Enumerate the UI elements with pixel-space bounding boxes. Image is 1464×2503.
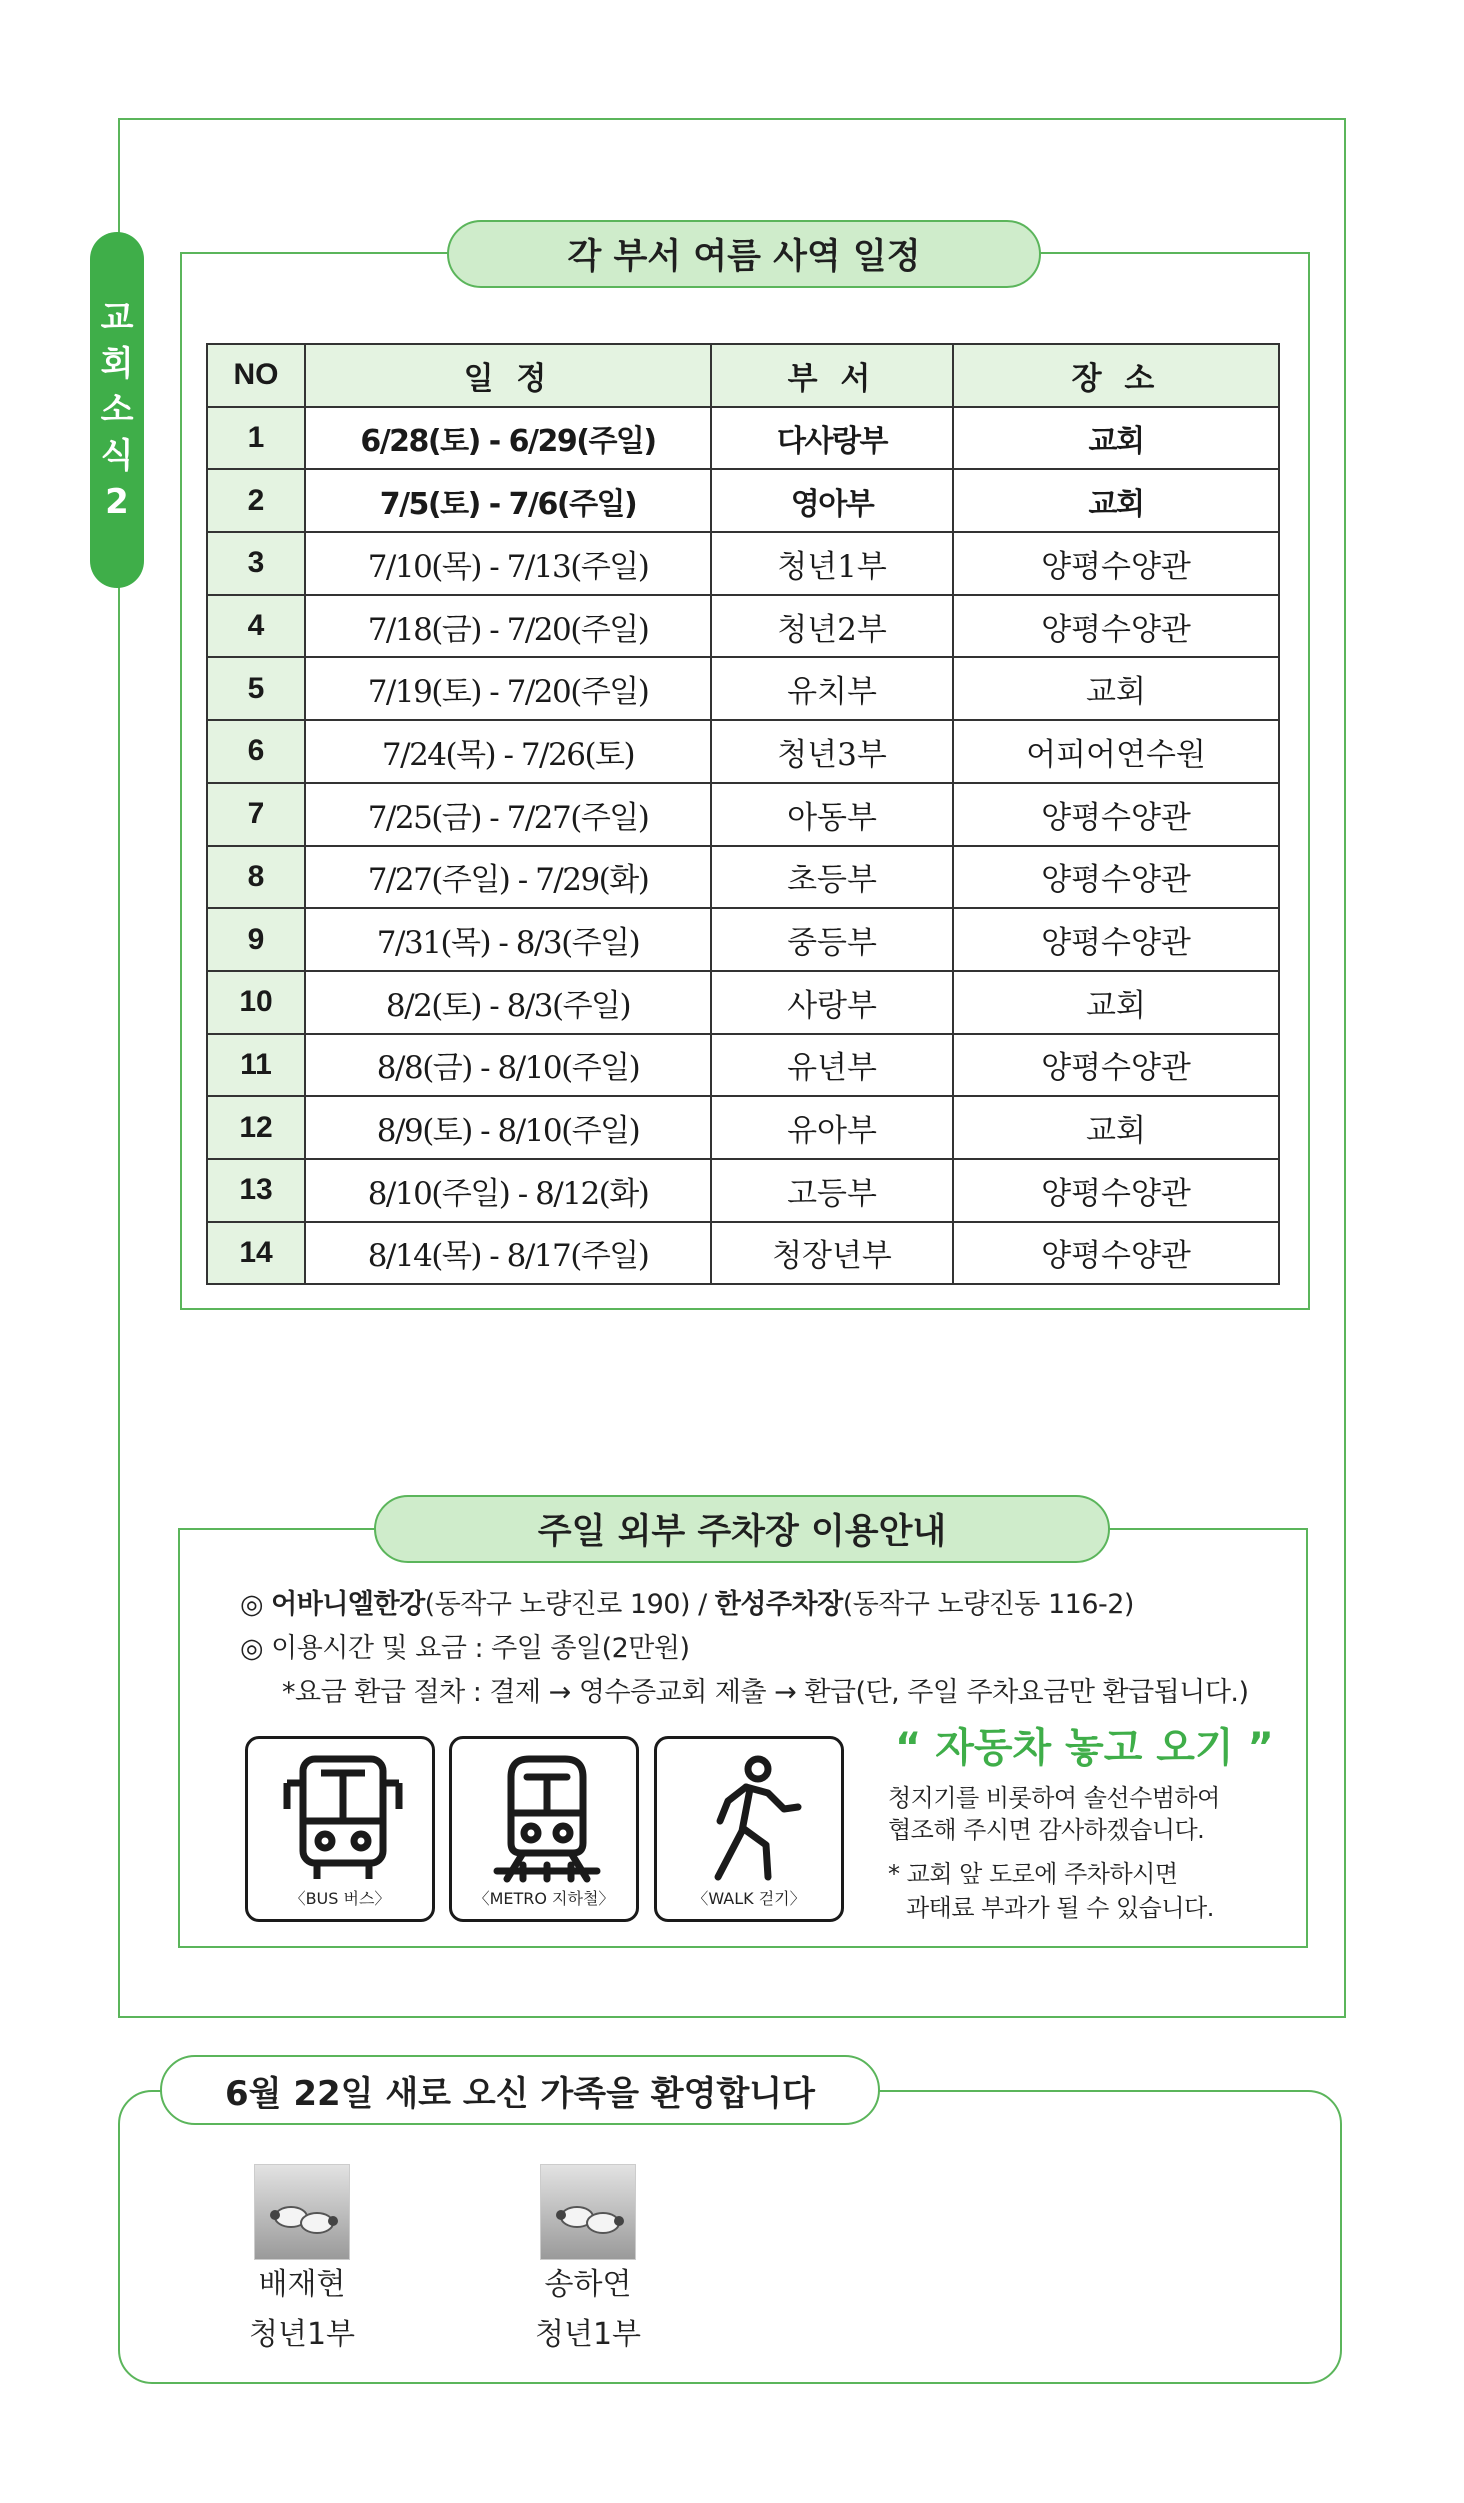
row-dept: 유아부 [711,1096,953,1159]
table-row [207,783,1279,846]
table-row [207,532,1279,595]
row-dept: 유년부 [711,1034,953,1097]
bus-icon [279,1753,407,1885]
member-photo-placeholder [254,2164,350,2260]
lot-address-hansung: (동작구 노량진동 116-2) [842,1589,1134,1620]
row-dept: 다사랑부 [711,407,953,470]
row-dept: 청년2부 [711,595,953,658]
row-no: 6 [207,720,305,783]
row-no: 1 [207,407,305,470]
lot-name-hansung: 한성주차장 [714,1589,843,1620]
member-card [508,2164,668,2360]
row-date: 7/24(목) - 7/26(토) [305,720,711,783]
row-date: 7/25(금) - 7/27(주일) [305,783,711,846]
table-row [207,1159,1279,1222]
row-date: 7/18(금) - 7/20(주일) [305,595,711,658]
row-place: 양평수양관 [953,532,1279,595]
row-date: 7/31(목) - 8/3(주일) [305,908,711,971]
bus-card [245,1736,435,1922]
row-place: 양평수양관 [953,595,1279,658]
welcome-title: 6월 22일 새로 오신 가족을 환영합니다 [160,2055,880,2125]
header-place: 장 소 [953,344,1279,407]
row-date: 8/10(주일) - 8/12(화) [305,1159,711,1222]
row-dept: 청년3부 [711,720,953,783]
member-dept: 청년1부 [248,2317,356,2352]
header-no: NO [207,344,305,407]
row-place: 교회 [953,971,1279,1034]
row-no: 10 [207,971,305,1034]
header-dept: 부 서 [711,344,953,407]
metro-caption: 〈METRO 지하철〉 [473,1889,615,1908]
side-tab-char: 소 [100,390,134,430]
bullet: ◎ [240,1589,264,1620]
parking-lots-line [240,1582,1134,1621]
row-no: 12 [207,1096,305,1159]
row-place: 양평수양관 [953,1034,1279,1097]
side-tab-char: 식 [100,436,134,476]
fine-warning-2: 과태료 부과가 될 수 있습니다. [906,1894,1214,1922]
row-dept: 사랑부 [711,971,953,1034]
header-date: 일 정 [305,344,711,407]
row-dept: 초등부 [711,846,953,909]
member-name: 배재현 [258,2267,346,2302]
table-row [207,595,1279,658]
member-dept: 청년1부 [534,2317,642,2352]
row-date: 7/10(목) - 7/13(주일) [305,532,711,595]
row-no: 7 [207,783,305,846]
row-no: 2 [207,469,305,532]
row-place: 양평수양관 [953,846,1279,909]
row-place: 어피어연수원 [953,720,1279,783]
metro-card [449,1736,639,1922]
side-tab-char: 2 [105,482,129,522]
row-place: 양평수양관 [953,783,1279,846]
row-date: 7/27(주일) - 7/29(화) [305,846,711,909]
table-row [207,908,1279,971]
row-dept: 영아부 [711,469,953,532]
table-row [207,657,1279,720]
row-no: 9 [207,908,305,971]
row-place: 교회 [953,469,1279,532]
table-row [207,1096,1279,1159]
row-no: 3 [207,532,305,595]
row-date: 8/9(토) - 8/10(주일) [305,1096,711,1159]
parking-guide-title: 주일 외부 주차장 이용안내 [374,1495,1110,1563]
row-place: 양평수양관 [953,1222,1279,1285]
member-photo-placeholder [540,2164,636,2260]
row-no: 11 [207,1034,305,1097]
row-dept: 고등부 [711,1159,953,1222]
metro-icon [483,1753,611,1885]
slogan-leave-car: “ 자동차 놓고 오기 ” [895,1725,1274,1771]
row-place: 교회 [953,407,1279,470]
row-dept: 청장년부 [711,1222,953,1285]
row-date: 8/14(목) - 8/17(주일) [305,1222,711,1285]
row-no: 8 [207,846,305,909]
table-row [207,469,1279,532]
bullet: ◎ [240,1633,264,1664]
sheep-placeholder-icon [541,2165,636,2260]
bus-caption: 〈BUS 버스〉 [289,1889,391,1908]
cooperation-note-1: 청지기를 비롯하여 솔선수범하여 [888,1784,1220,1812]
member-card [222,2164,382,2360]
walk-icon [688,1753,816,1885]
side-tab-char: 교 [100,298,134,338]
row-dept: 청년1부 [711,532,953,595]
table-row [207,720,1279,783]
row-place: 양평수양관 [953,1159,1279,1222]
sheep-placeholder-icon [255,2165,350,2260]
table-row [207,846,1279,909]
table-row [207,1034,1279,1097]
lot-address-urbaniel: (동작구 노량진로 190) / [424,1589,715,1620]
row-dept: 유치부 [711,657,953,720]
row-dept: 아동부 [711,783,953,846]
table-row [207,971,1279,1034]
row-place: 교회 [953,1096,1279,1159]
walk-card [654,1736,844,1922]
fine-warning-1: * 교회 앞 도로에 주차하시면 [888,1860,1178,1888]
side-tab-char: 회 [100,344,134,384]
row-dept: 중등부 [711,908,953,971]
row-date: 8/2(토) - 8/3(주일) [305,971,711,1034]
cooperation-note-2: 협조해 주시면 감사하겠습니다. [888,1816,1205,1844]
row-no: 5 [207,657,305,720]
parking-hours-line [240,1626,689,1665]
parking-hours-text: 이용시간 및 요금 : 주일 종일(2만원) [271,1633,690,1664]
lot-name-urbaniel: 어바니엘한강 [271,1589,425,1620]
refund-procedure-line: *요금 환급 절차 : 결제 → 영수증교회 제출 → 환급(단, 주일 주차요금만 환급됩니다.) [282,1677,1249,1708]
section-tab-church-news-2 [90,232,144,588]
table-row [207,407,1279,470]
walk-caption: 〈WALK 걷기〉 [692,1889,806,1908]
summer-schedule-title: 각 부서 여름 사역 일정 [447,220,1041,288]
row-place: 양평수양관 [953,908,1279,971]
summer-schedule-table [206,343,1280,1285]
row-no: 13 [207,1159,305,1222]
row-date: 7/19(토) - 7/20(주일) [305,657,711,720]
row-date: 8/8(금) - 8/10(주일) [305,1034,711,1097]
row-date: 7/5(토) - 7/6(주일) [305,469,711,532]
row-no: 14 [207,1222,305,1285]
table-header-row [207,344,1279,407]
row-no: 4 [207,595,305,658]
row-date: 6/28(토) - 6/29(주일) [305,407,711,470]
table-row [207,1222,1279,1285]
row-place: 교회 [953,657,1279,720]
member-name: 송하연 [544,2267,632,2302]
